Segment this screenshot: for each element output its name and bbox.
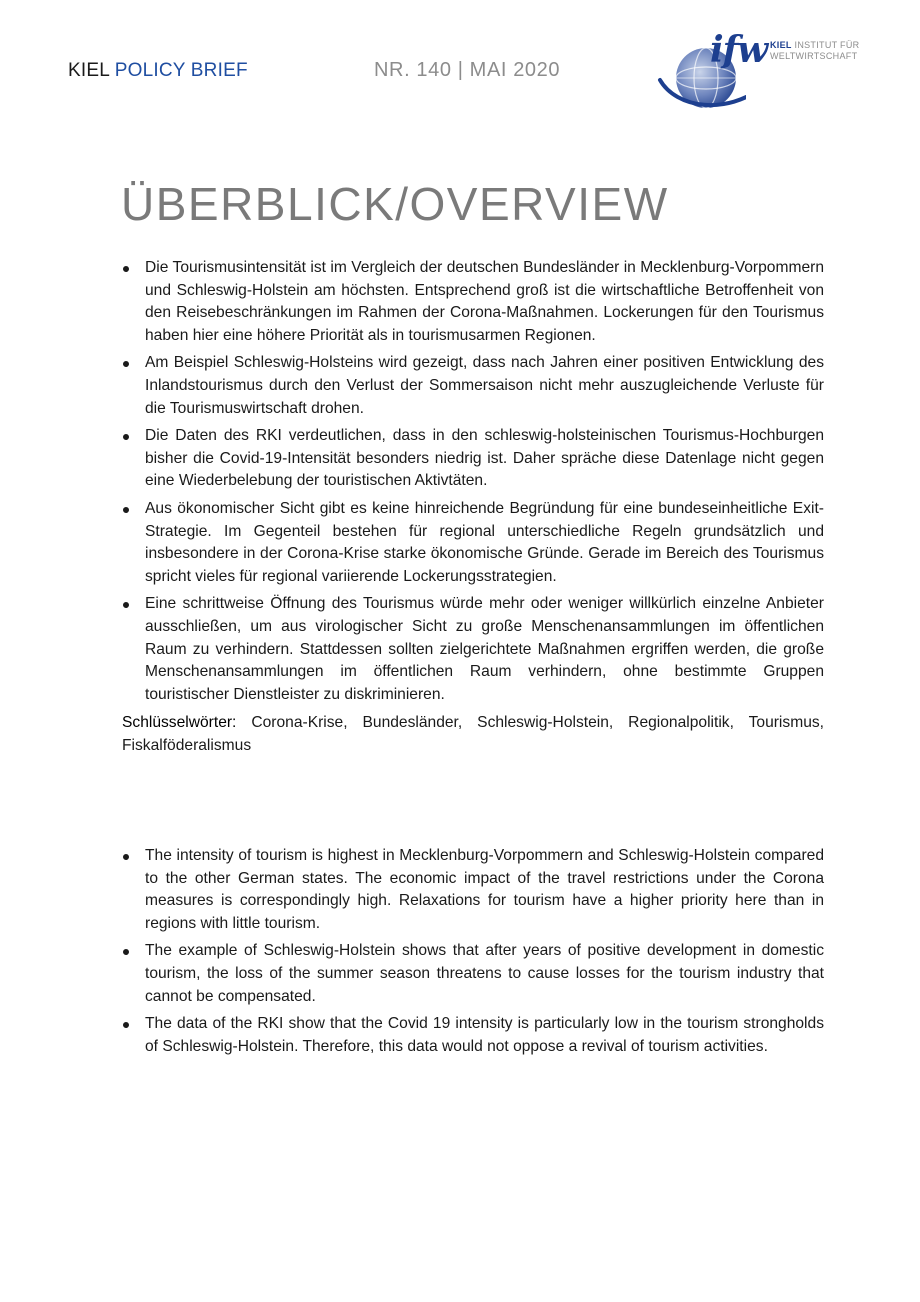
- series-title: [68, 60, 248, 82]
- logo-inst-rest: INSTITUT FÜR: [794, 40, 860, 50]
- issue-number: NR. 140 | MAI 2020: [374, 59, 561, 81]
- logo-institute-name: [770, 40, 859, 62]
- bullet-item: Die Tourismusintensität ist im Vergleich der deutschen Bundesländer in Mecklenburg-Vorpommern und Schleswig-Holstein am höchsten. Entsprechend groß ist die wirtschaftliche Betroffenheit von den Reisebeschränkungen im Rahmen der Corona-Maßnahmen. Lockerungen für den Tourismus haben hier eine höhere Priorität als in tourismusarmen Regionen.: [122, 257, 824, 347]
- keywords-list: Corona-Krise, Bundesländer, Schleswig-Holstein, Regionalpolitik, Tourismus, Fiskalföderalismus: [122, 714, 824, 754]
- keywords-label: Schlüsselwörter:: [122, 714, 237, 732]
- ifw-logo: [656, 28, 870, 114]
- keywords: [122, 712, 824, 757]
- english-summary: [122, 845, 824, 1063]
- german-bullet-list: [122, 257, 824, 706]
- logo-mark: ifw: [710, 29, 768, 71]
- english-bullet-list: [122, 845, 824, 1058]
- page-title: ÜBERBLICK/OVERVIEW: [121, 178, 669, 230]
- series-brand: POLICY BRIEF: [114, 60, 248, 81]
- bullet-item: The example of Schleswig-Holstein shows that after years of positive development in domestic tourism, the loss of the summer season threatens to cause losses for the tourism industry that cannot be compensated.: [122, 940, 824, 1008]
- bullet-item: Aus ökonomischer Sicht gibt es keine hinreichende Begründung für eine bundeseinheitliche Exit-Strategie. Im Gegenteil bestehen für regional unterschiedliche Regeln grundsätzlich und insbesondere in der Corona-Krise starke ökonomische Gründe. Gerade im Bereich des Tourismus spricht vieles für regional variierende Lockerungsstrategien.: [122, 498, 824, 588]
- bullet-item: The intensity of tourism is highest in Mecklenburg-Vorpommern and Schleswig-Holstein compared to the other German states. The economic impact of the travel restrictions under the Corona measures is correspondingly high. Relaxations for tourism have a higher priority here than in regions with little tourism.: [122, 845, 824, 935]
- bullet-item: The data of the RKI show that the Covid 19 intensity is particularly low in the tourism strongholds of Schleswig-Holstein. Therefore, this data would not oppose a revival of tourism activities.: [122, 1013, 824, 1058]
- german-summary: [122, 257, 824, 757]
- bullet-item: Die Daten des RKI verdeutlichen, dass in den schleswig-holsteinischen Tourismus-Hochburgen bisher die Covid-19-Intensität besonders niedrig ist. Daher spräche diese Datenlage nicht gegen eine Wiederbelebung der touristischen Aktivtäten.: [122, 425, 824, 493]
- page-header: [0, 0, 920, 120]
- logo-inst-line2: WELTWIRTSCHAFT: [770, 51, 858, 61]
- logo-inst-bold: KIEL: [770, 40, 792, 50]
- series-prefix: KIEL: [68, 60, 110, 81]
- bullet-item: Eine schrittweise Öffnung des Tourismus würde mehr oder weniger willkürlich einzelne Anbieter ausschließen, um aus virologischer Sicht zu große Menschenansammlungen im öffentlichen Raum zu verhindern. Stattdessen sollten zielgerichtete Maßnahmen ergriffen werden, die große Menschenansammlungen im öffentlichen Raum verhindern, ohne bestimmte Gruppen touristischer Dienstleister zu diskriminieren.: [122, 593, 824, 706]
- bullet-item: Am Beispiel Schleswig-Holsteins wird gezeigt, dass nach Jahren einer positiven Entwicklung des Inlandstourismus durch den Verlust der Sommersaison nicht mehr auszugleichende Verluste für die Tourismuswirtschaft drohen.: [122, 352, 824, 420]
